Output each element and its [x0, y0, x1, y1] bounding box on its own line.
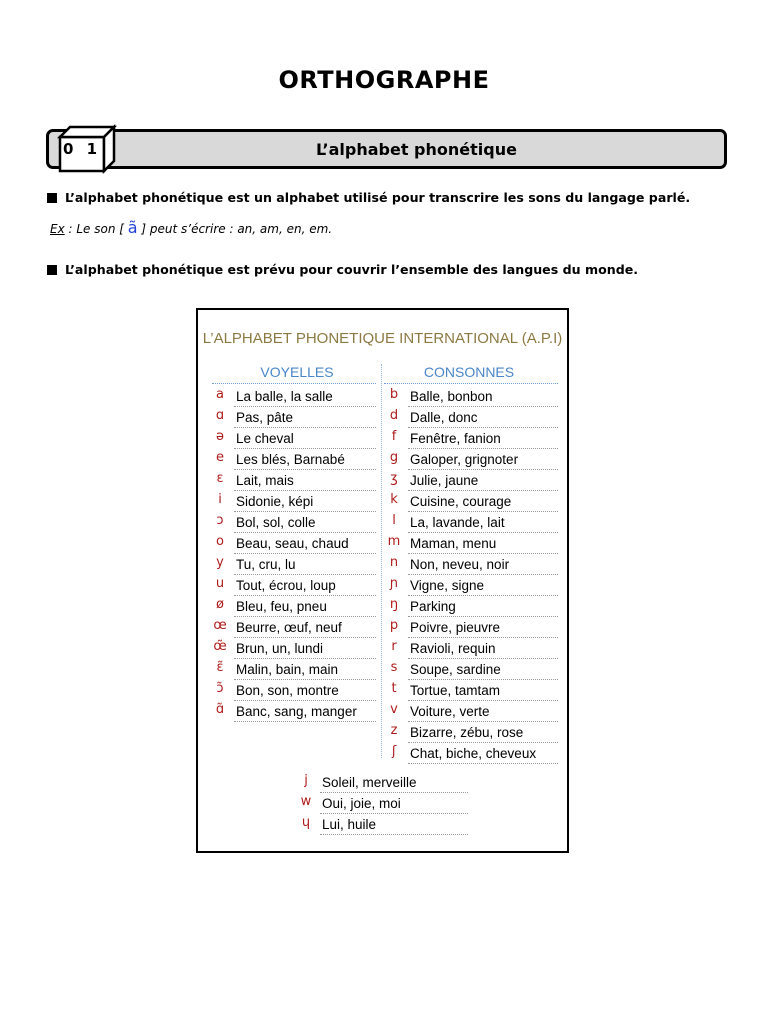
example-line — [50, 218, 332, 237]
phonetic-symbol: ɑ — [215, 408, 225, 423]
phonetic-symbol: œ̃ — [213, 639, 227, 654]
phonetic-symbol: ɔ — [216, 513, 224, 528]
example-words: Beurre, œuf, neuf — [236, 620, 342, 635]
table-row — [210, 701, 376, 722]
example-label: Ex — [50, 222, 65, 236]
example-words: Fenêtre, fanion — [410, 431, 501, 446]
table-row — [384, 722, 558, 743]
table-row — [210, 617, 376, 638]
example-words: Balle, bonbon — [410, 389, 493, 404]
phonetic-symbol: u — [215, 576, 225, 591]
example-words: Oui, joie, moi — [322, 796, 401, 811]
api-table-title: L’ALPHABET PHONETIQUE INTERNATIONAL (A.P.I) — [202, 330, 563, 347]
table-row — [384, 575, 558, 596]
phonetic-symbol: j — [304, 773, 308, 788]
table-row — [384, 386, 558, 407]
table-row — [210, 428, 376, 449]
phonetic-symbol: a — [216, 387, 224, 402]
example-text-after: ] peut s’écrire : an, am, en, em. — [137, 222, 333, 236]
intro-bullet-1-text: L’alphabet phonétique est un alphabet utilisé pour transcrire les sons du langage parlé. — [65, 190, 691, 205]
intro-bullet-2-text: L’alphabet phonétique est prévu pour couvrir l’ensemble des langues du monde. — [65, 262, 639, 277]
page-title: ORTHOGRAPHE — [278, 66, 490, 94]
table-row — [384, 428, 558, 449]
phonetic-symbol: r — [391, 639, 397, 654]
phonetic-symbol: ɥ — [301, 815, 311, 830]
api-table — [196, 308, 569, 853]
phonetic-symbol: d — [389, 408, 399, 423]
table-row — [384, 407, 558, 428]
table-row — [210, 407, 376, 428]
phonetic-symbol: b — [389, 387, 399, 402]
table-row — [384, 617, 558, 638]
phonetic-symbol: ʃ — [391, 744, 397, 759]
phonetic-symbol: ɛ — [216, 471, 224, 486]
table-row — [210, 491, 376, 512]
phonetic-symbol: o — [216, 534, 224, 549]
table-row — [384, 470, 558, 491]
table-row — [384, 554, 558, 575]
phonetic-symbol: w — [300, 794, 312, 809]
example-words: Beau, seau, chaud — [236, 536, 349, 551]
phonetic-symbol: p — [389, 618, 399, 633]
phonetic-symbol: ɛ̃ — [216, 660, 224, 675]
table-row — [384, 491, 558, 512]
phonetic-symbol: ɲ — [389, 576, 399, 591]
vowels-header: VOYELLES — [260, 364, 334, 380]
table-row — [296, 814, 468, 835]
example-words: Cuisine, courage — [410, 494, 512, 509]
table-row — [384, 638, 558, 659]
example-words: Dalle, donc — [410, 410, 478, 425]
phonetic-symbol: e — [216, 450, 224, 465]
example-text-before: : Le son [ — [64, 222, 128, 236]
example-words: Voiture, verte — [410, 704, 490, 719]
example-words: Parking — [410, 599, 456, 614]
column-divider — [381, 364, 382, 758]
table-row — [384, 512, 558, 533]
phonetic-symbol: t — [391, 681, 397, 696]
intro-bullet-2 — [47, 262, 638, 277]
consonants-header: CONSONNES — [423, 364, 515, 380]
example-words: Bon, son, montre — [236, 683, 339, 698]
example-words: Lait, mais — [236, 473, 294, 488]
table-row — [210, 680, 376, 701]
example-words: Maman, menu — [410, 536, 497, 551]
table-row — [210, 533, 376, 554]
phonetic-symbol: g — [389, 450, 399, 465]
phonetic-symbol: ɑ̃ — [215, 702, 225, 717]
table-row — [210, 659, 376, 680]
consonants-header-underline — [384, 383, 558, 384]
phonetic-symbol: m — [387, 534, 401, 549]
table-row — [384, 533, 558, 554]
table-row — [210, 575, 376, 596]
table-row — [384, 680, 558, 701]
example-words: Lui, huile — [322, 817, 377, 832]
example-words: Tu, cru, lu — [236, 557, 296, 572]
example-words: Banc, sang, manger — [236, 704, 357, 719]
table-row — [384, 449, 558, 470]
phonetic-symbol: s — [390, 660, 398, 675]
phonetic-symbol: ə — [216, 429, 224, 444]
example-words: Chat, biche, cheveux — [410, 746, 537, 761]
example-words: Sidonie, képi — [236, 494, 314, 509]
example-words: Soupe, sardine — [410, 662, 501, 677]
example-words: La balle, la salle — [236, 389, 333, 404]
bullet-square-icon — [47, 265, 57, 275]
example-words: Julie, jaune — [410, 473, 479, 488]
example-words: Ravioli, requin — [410, 641, 496, 656]
table-row — [210, 638, 376, 659]
bullet-square-icon — [47, 193, 57, 203]
vowels-header-underline — [212, 383, 376, 384]
phonetic-symbol: y — [216, 555, 224, 570]
lesson-banner — [46, 129, 727, 169]
phonetic-symbol: ŋ — [389, 597, 399, 612]
phonetic-symbol: i — [218, 492, 222, 507]
phonetic-symbol: ɔ̃ — [216, 681, 224, 696]
table-row — [210, 596, 376, 617]
phonetic-symbol: f — [391, 429, 397, 444]
table-row — [210, 386, 376, 407]
phonetic-symbol: v — [390, 702, 398, 717]
example-words: Malin, bain, main — [236, 662, 339, 677]
phonetic-symbol: l — [392, 513, 396, 528]
example-words: Brun, un, lundi — [236, 641, 324, 656]
example-words: La, lavande, lait — [410, 515, 505, 530]
example-words: Tout, écrou, loup — [236, 578, 336, 593]
example-phonetic-symbol: ã — [127, 218, 138, 237]
example-words: Bizarre, zébu, rose — [410, 725, 524, 740]
lesson-number: 0 1 — [62, 140, 102, 158]
example-words: Galoper, grignoter — [410, 452, 519, 467]
table-row — [384, 743, 558, 764]
example-words: Poivre, pieuvre — [410, 620, 501, 635]
table-row — [296, 793, 468, 814]
example-words: Bol, sol, colle — [236, 515, 316, 530]
phonetic-symbol: ʒ — [390, 471, 398, 486]
example-words: Tortue, tamtam — [410, 683, 501, 698]
example-words: Bleu, feu, pneu — [236, 599, 327, 614]
table-row — [210, 554, 376, 575]
table-row — [384, 701, 558, 722]
phonetic-symbol: ø — [216, 597, 224, 612]
phonetic-symbol: k — [390, 492, 398, 507]
example-words: Non, neveu, noir — [410, 557, 510, 572]
example-words: Soleil, merveille — [322, 775, 417, 790]
intro-bullet-1 — [47, 190, 690, 205]
table-row — [210, 512, 376, 533]
phonetic-symbol: z — [390, 723, 398, 738]
table-row — [384, 596, 558, 617]
table-row — [384, 659, 558, 680]
table-row — [210, 470, 376, 491]
table-row — [296, 772, 468, 793]
example-words: Les blés, Barnabé — [236, 452, 345, 467]
phonetic-symbol: n — [389, 555, 399, 570]
lesson-title: L’alphabet phonétique — [316, 140, 517, 159]
phonetic-symbol: œ — [213, 618, 227, 633]
example-words: Le cheval — [236, 431, 294, 446]
example-words: Pas, pâte — [236, 410, 294, 425]
example-words: Vigne, signe — [410, 578, 485, 593]
table-row — [210, 449, 376, 470]
